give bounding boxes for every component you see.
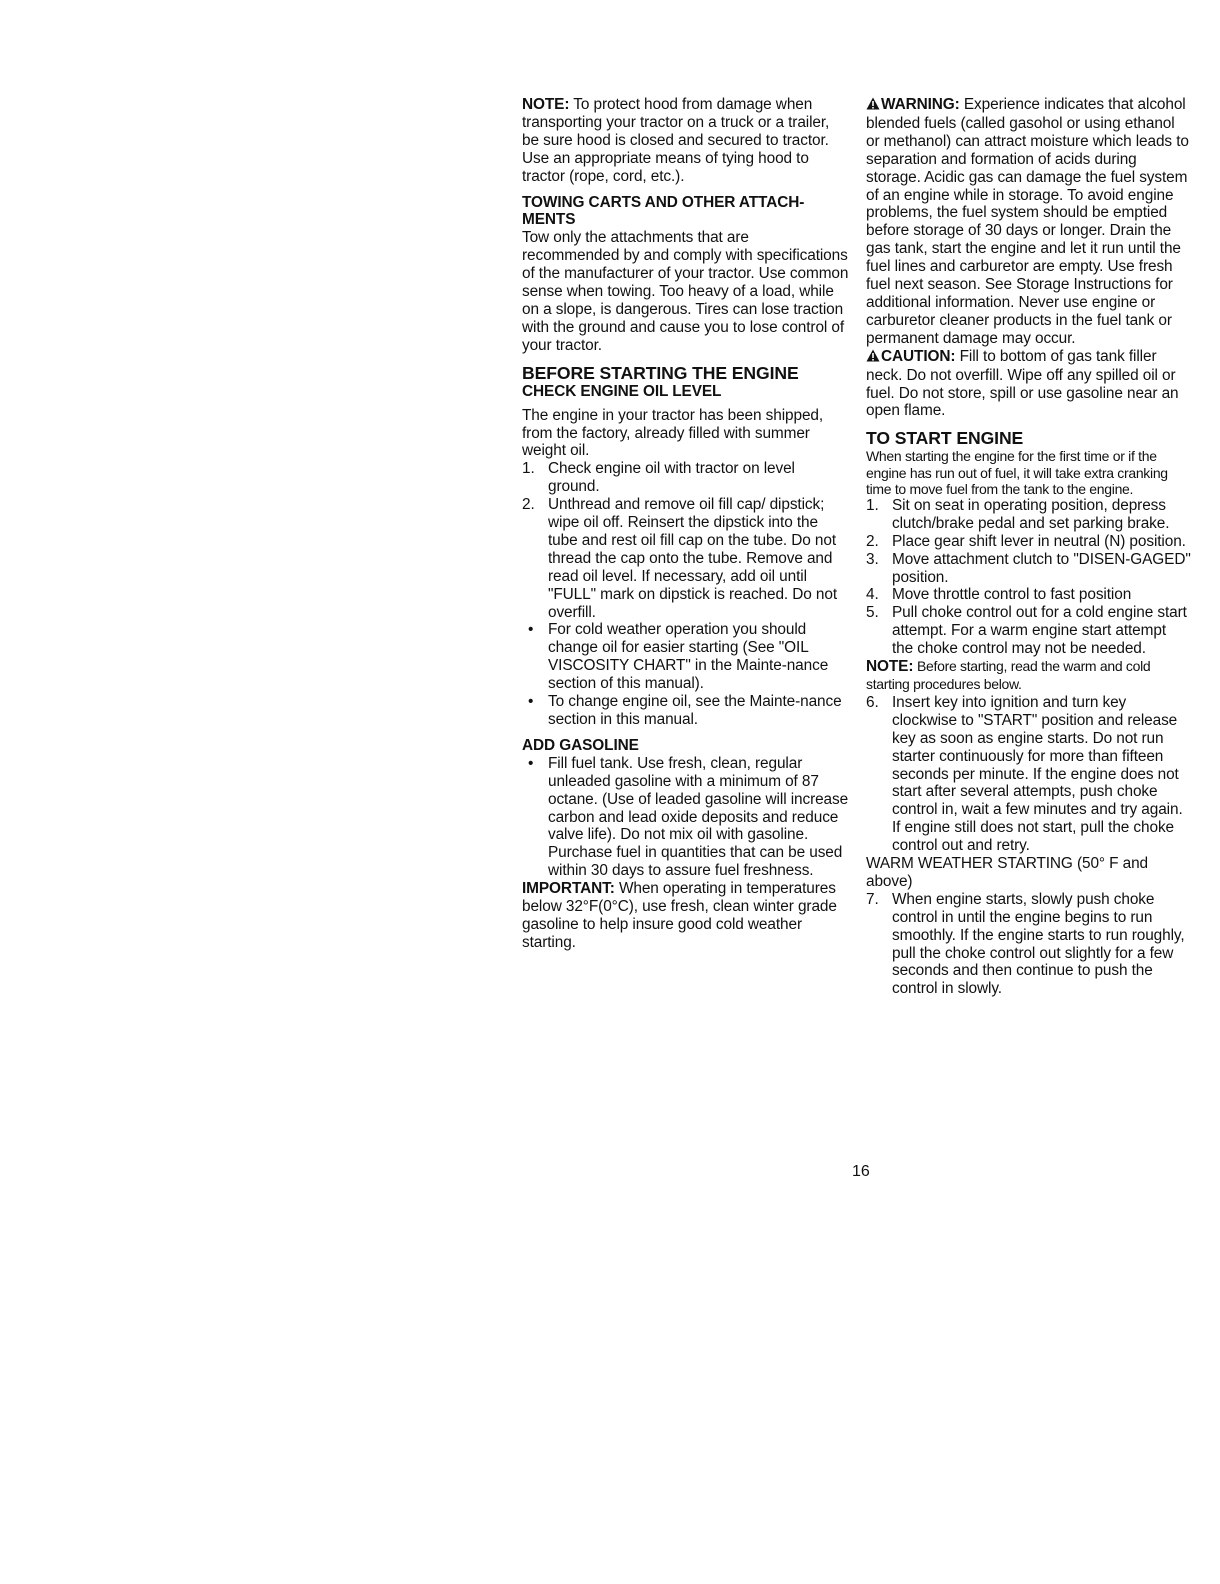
list-item	[522, 755, 850, 880]
important-lead: IMPORTANT:	[522, 880, 615, 898]
oil-intro: The engine in your tractor has been shipped, from the factory, already filled with summer weight oil.	[522, 406, 824, 460]
warning-lead: WARNING:	[881, 96, 960, 113]
list-marker: 2.	[866, 532, 879, 550]
list-text: Pull choke control out for a cold engine start attempt. For a warm engine start attempt the choke control may not be needed.	[892, 604, 1187, 658]
list-item	[866, 533, 1191, 551]
warning-block	[866, 96, 1191, 348]
add-gasoline-heading: ADD GASOLINE	[522, 736, 639, 754]
list-marker: 3.	[866, 550, 879, 568]
note-lead: NOTE:	[522, 96, 570, 113]
list-marker: 7.	[866, 890, 879, 908]
list-item	[522, 460, 850, 496]
warning-text: Experience indicates that alcohol blended fuels (called gasohol or using ethanol or methanol) can attract moisture which leads to separation and formation of acids during storage. Acidic gas can damage the fuel system of an engine while in storage. To avoid engine problems, the fuel system should be emptied before storage of 30 days or longer. Drain the gas tank, start the engine and let it run until the fuel lines and carburetor are empty. Use fresh fuel next season. See Storage Instructions for additional information. Never use engine or carburetor cleaner products in the fuel tank or permanent damage may occur.	[866, 96, 1189, 347]
caution-block	[866, 348, 1191, 421]
list-item	[866, 497, 1191, 533]
list-text: Place gear shift lever in neutral (N) position.	[892, 532, 1186, 550]
list-text: Insert key into ignition and turn key clockwise to "START" position and release key as soon as engine starts. Do not run starter continuously for more than fifteen seconds per minute. If the engine does not start after several attempts, push choke control in, wait a few minutes and try again. If engine still does not start, pull the choke control out and retry.	[892, 693, 1183, 855]
list-marker: 4.	[866, 586, 879, 604]
bullet-marker: •	[528, 621, 534, 639]
list-text: Move attachment clutch to "DISEN-GAGED" position.	[892, 550, 1191, 586]
start-steps-c	[866, 891, 1191, 998]
list-text: Unthread and remove oil fill cap/ dipstick; wipe oil off. Reinsert the dipstick into the tube and rest oil fill cap on the tube. Do not thread the cap onto the tube. Remove and read oil level. If necessary, add oil until "FULL" mark on dipstick is reached. Do not overfill.	[548, 496, 838, 621]
check-oil-heading: CHECK ENGINE OIL LEVEL	[522, 382, 722, 400]
list-text: For cold weather operation you should change oil for easier starting (See "OIL VISCOSITY CHART" in the Mainte-nance section of this manual).	[548, 621, 829, 693]
bullet-marker: •	[528, 693, 534, 711]
start-intro: When starting the engine for the first time or if the engine has run out of fuel, it will take extra cranking time to move fuel from the tank to the engine.	[866, 448, 1168, 497]
oil-bullets	[522, 621, 850, 728]
list-text: Check engine oil with tractor on level ground.	[548, 460, 795, 496]
oil-steps	[522, 460, 850, 621]
list-marker: 6.	[866, 693, 879, 711]
note-text: To protect hood from damage when transporting your tractor on a truck or a trailer, be sure hood is closed and secured to tractor. Use an appropriate means of tying hood to tractor (rope, cord, etc.).	[522, 96, 830, 185]
before-starting-note	[866, 658, 1191, 694]
important-text: When operating in temperatures below 32°F(0°C), use fresh, clean winter grade gasoline to help insure good cold weather starting.	[522, 880, 837, 951]
caution-triangle-icon	[866, 349, 880, 367]
gas-bullets	[522, 755, 850, 880]
left-column	[522, 96, 850, 952]
start-steps-a	[866, 497, 1191, 658]
list-text: When engine starts, slowly push choke control in until the engine begins to run smoothly. If the engine starts to run roughly, pull the choke control out slightly for a few seconds and then continue to push the control in slowly.	[892, 890, 1185, 998]
list-text: Fill fuel tank. Use fresh, clean, regular unleaded gasoline with a minimum of 87 octane. (Use of leaded gasoline will increase carbon and lead oxide deposits and reduce valve life). Do not mix oil with gasoline. Purchase fuel in quantities that can be used within 30 days to assure fuel freshness.	[548, 754, 849, 880]
note-lead: NOTE:	[866, 658, 914, 676]
list-item	[522, 693, 850, 729]
important-note	[522, 880, 850, 952]
list-item	[522, 496, 850, 621]
list-marker: 5.	[866, 604, 879, 622]
list-marker: 1.	[522, 460, 535, 478]
towing-heading: TOWING CARTS AND OTHER ATTACH-MENTS	[522, 193, 805, 229]
before-starting-heading: BEFORE STARTING THE ENGINE	[522, 362, 799, 383]
list-item	[522, 621, 850, 693]
bullet-marker: •	[528, 754, 534, 772]
list-text: Sit on seat in operating position, depress clutch/brake pedal and set parking brake.	[892, 496, 1170, 532]
start-steps-b	[866, 694, 1191, 855]
list-item	[866, 551, 1191, 587]
hood-note	[522, 96, 850, 186]
list-text: Move throttle control to fast position	[892, 586, 1132, 604]
list-item	[866, 604, 1191, 658]
list-item	[866, 586, 1191, 604]
note-text: Before starting, read the warm and cold starting procedures below.	[866, 658, 1151, 692]
caution-lead: CAUTION:	[881, 347, 956, 365]
towing-text: Tow only the attachments that are recommended by and comply with specifications of the manufacturer of your tractor. Use common sense when towing. Too heavy of a load, while on a slope, is dangerous. Tires can lose traction with the ground and cause you to lose control of your tractor.	[522, 229, 849, 354]
list-marker: 2.	[522, 496, 535, 514]
right-column	[866, 96, 1191, 998]
list-item	[866, 694, 1191, 855]
warm-weather-heading: WARM WEATHER STARTING (50° F and above)	[866, 855, 1149, 890]
caution-text: Fill to bottom of gas tank filler neck. Do not overfill. Wipe off any spilled oil or fuel. Do not store, spill or use gasoline near an open flame.	[866, 347, 1179, 420]
to-start-engine-heading: TO START ENGINE	[866, 428, 1024, 449]
list-marker: 1.	[866, 496, 879, 514]
page-number: 16	[852, 1163, 870, 1180]
list-item	[866, 891, 1191, 998]
list-text: To change engine oil, see the Mainte-nance section in this manual.	[548, 693, 842, 728]
warning-triangle-icon	[866, 97, 880, 115]
